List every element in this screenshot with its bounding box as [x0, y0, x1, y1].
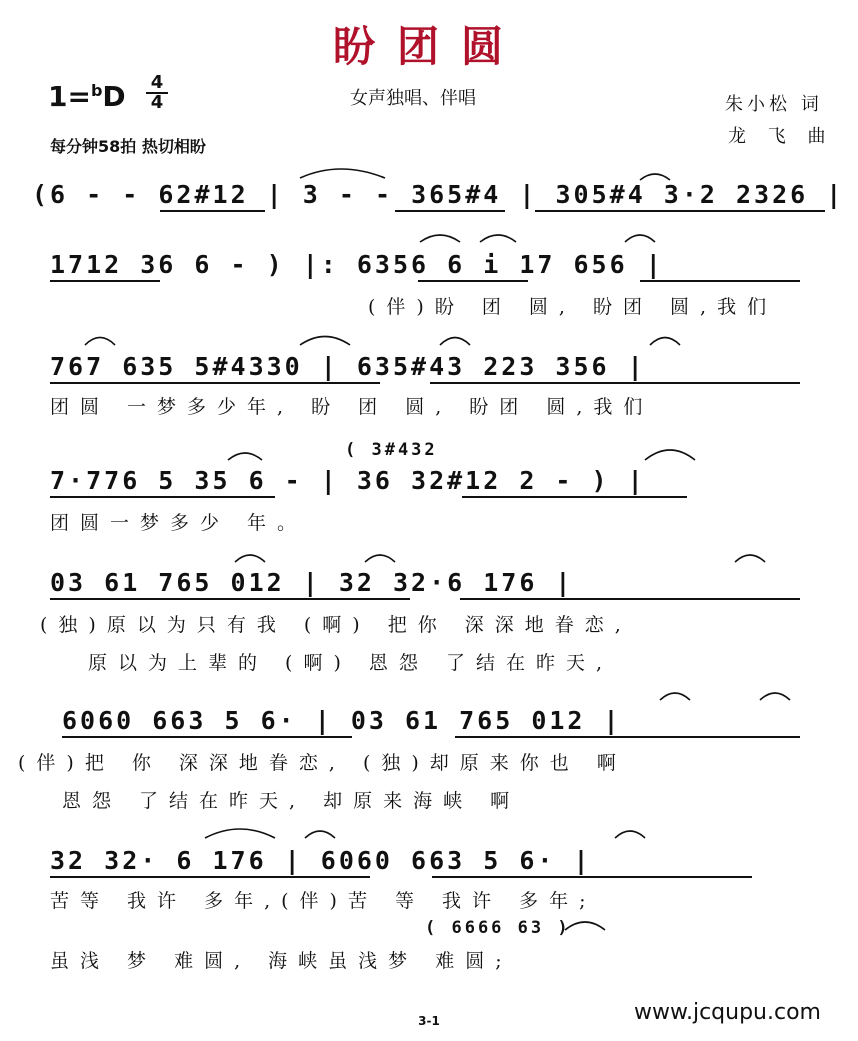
score-line-3-lyrics: 团圆 一梦多少年, 盼 团 圆, 盼团 圆,我们: [50, 396, 654, 418]
score-line-6-notes: 6060 663 5 6· | 03 61 765 012 |: [62, 706, 622, 735]
key-prefix: 1=: [48, 80, 91, 113]
flat-symbol: b: [90, 81, 103, 100]
score-line-5-notes: 03 61 765 012 | 32 32·6 176 |: [50, 568, 574, 597]
score-line-7-lyrics-2: 虽浅 梦 难圆, 海峡虽浅梦 难圆;: [50, 950, 513, 972]
composer-credit: 龙 飞 曲: [728, 126, 834, 147]
score-line-7-alt: ( 6666 63 ): [425, 918, 571, 938]
lyricist-credit: 朱小松 词: [725, 94, 823, 115]
score-line-4-notes: 7·776 5 35 6 - | 36 32#12 2 - ) |: [50, 466, 646, 495]
tempo-marking: 每分钟58拍 热切相盼: [50, 137, 206, 156]
voicing-label: 女声独唱、伴唱: [350, 88, 476, 109]
song-title: 盼团圆: [332, 22, 525, 71]
score-line-7-notes: 32 32· 6 176 | 6060 663 5 6· |: [50, 846, 592, 875]
score-line-6-lyrics-2: 恩怨 了结在昨天, 却原来海峡 啊: [62, 790, 521, 812]
time-numerator: 4: [146, 74, 168, 94]
score-line-5-lyrics-2: 原以为上辈的 (啊) 恩怨 了结在昨天,: [88, 652, 613, 674]
score-line-2-notes: 1712 36 6 - ) |: 6356 6 i 17 656 |: [50, 250, 664, 279]
score-line-4-alt: ( 3#432: [345, 440, 438, 460]
time-denominator: 4: [150, 92, 164, 113]
score-line-6-lyrics-1: (伴)把 你 深深地眷恋, (独)却原来你也 啊: [18, 752, 627, 774]
score-line-3-notes: 767 635 5#4330 | 635#43 223 356 |: [50, 352, 646, 381]
score-line-4-lyrics: 团圆一梦多少 年。: [50, 512, 308, 534]
watermark: www.jcqupu.com: [634, 1000, 821, 1025]
score-line-5-lyrics-1: (独)原以为只有我 (啊) 把你 深深地眷恋,: [40, 614, 632, 636]
score-line-7-lyrics-1: 苦等 我许 多年,(伴)苦 等 我许 多年;: [50, 890, 597, 912]
score-line-1-notes: (6 - - 62#12 | 3 - - 365#4 | 305#4 3·2 2326 |: [32, 180, 845, 209]
score-line-2-lyrics: (伴)盼 团 圆, 盼团 圆,我们: [368, 296, 778, 318]
page-number: 3-1: [418, 1014, 440, 1028]
key-note: D: [102, 80, 126, 113]
